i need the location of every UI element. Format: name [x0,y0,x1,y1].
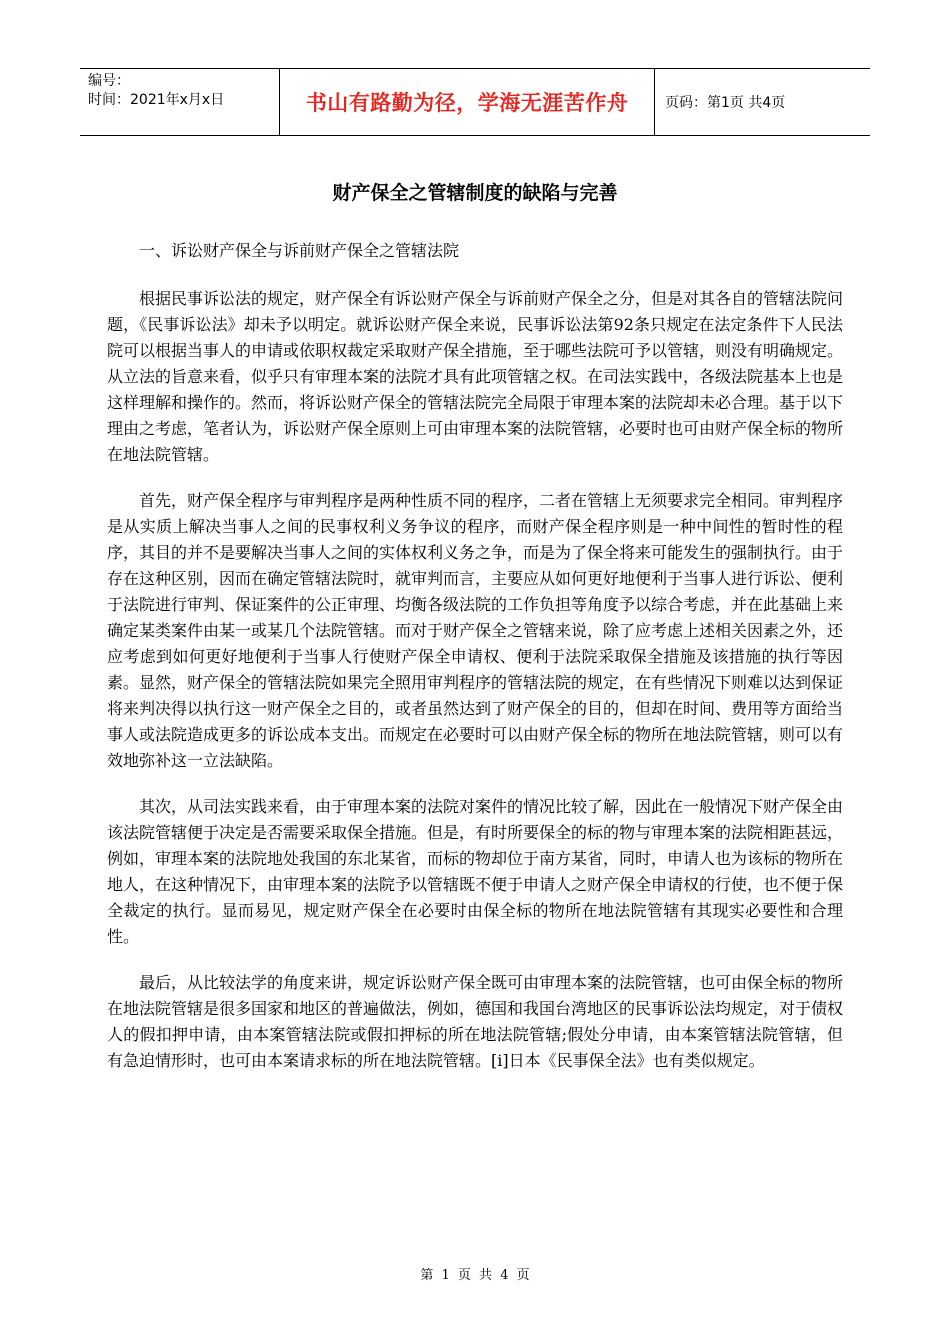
page-header [80,68,870,136]
header-page-cell [655,69,870,135]
header-motto-cell [280,69,655,135]
page-footer: 第 1 页 共 4 页 [420,1268,530,1283]
page-info: 页码：第1页 共4页 [665,95,786,111]
document-title: 财产保全之管辖制度的缺陷与完善 [332,182,618,204]
time-label: 时间：2021年x月x日 [88,92,225,108]
motto-text: 书山有路勤为径，学海无涯苦作舟 [305,91,629,115]
section-heading: 一、诉讼财产保全与诉前财产保全之管辖法院 [139,241,460,260]
document-body [107,238,843,1094]
header-meta [80,69,280,135]
paragraph: 首先，财产保全程序与审判程序是两种性质不同的程序，二者在管辖上无须要求完全相同。审判程序是从实质上解决当事人之间的民事权利义务争议的程序，而财产保全程序则是一种中间性的暂时性的程序，其目的并不是要解决当事人之间的实体权利义务之争，而是为了保全将来可能发生的强制执行。由于存在这种区别，因而在确定管辖法院时，就审判而言，主要应从如何更好地便利于当事人进行诉讼、便利于法院进行审判、保证案件的公正审理、均衡各级法院的工作负担等角度予以综合考虑，并在此基础上来确定某类案件由某一或某几个法院管辖。而对于财产保全之管辖来说，除了应考虑上述相关因素之外，还应考虑到如何更好地便利于当事人行使财产保全申请权、便利于法院采取保全措施及该措施的执行等因素。显然，财产保全的管辖法院如果完全照用审判程序的管辖法院的规定，在有些情况下则难以达到保证将来判决得以执行这一财产保全之目的，或者虽然达到了财产保全的目的，但却在时间、费用等方面给当事人或法院造成更多的诉讼成本支出。而规定在必要时可以由财产保全标的物所在地法院管辖，则可以有效地弥补这一立法缺陷。 [107,491,844,770]
paragraph: 其次，从司法实践来看，由于审理本案的法院对案件的情况比较了解，因此在一般情况下财产保全由该法院管辖便于决定是否需要采取保全措施。但是，有时所要保全的标的物与审理本案的法院相距甚远，例如，审理本案的法院地处我国的东北某省，而标的物却位于南方某省，同时，申请人也为该标的物所在地人，在这种情况下，由审理本案的法院予以管辖既不便于申请人之财产保全申请权的行使，也不便于保全裁定的执行。显而易见，规定财产保全在必要时由保全标的物所在地法院管辖有其现实必要性和合理性。 [107,797,844,946]
paragraph: 根据民事诉讼法的规定，财产保全有诉讼财产保全与诉前财产保全之分，但是对其各自的管辖法院问题，《民事诉讼法》却未予以明定。就诉讼财产保全来说，民事诉讼法第92条只规定在法定条件下人民法院可以根据当事人的申请或依职权裁定采取财产保全措施，至于哪些法院可予以管辖，则没有明确规定。从立法的旨意来看，似乎只有审理本案的法院才具有此项管辖之权。在司法实践中，各级法院基本上也是这样理解和操作的。然而，将诉讼财产保全的管辖法院完全局限于审理本案的法院却未必合理。基于以下理由之考虑，笔者认为，诉讼财产保全原则上可由审理本案的法院管辖，必要时也可由财产保全标的物所在地法院管辖。 [107,289,844,464]
number-label: 编号： [88,73,130,89]
paragraph: 最后，从比较法学的角度来讲，规定诉讼财产保全既可由审理本案的法院管辖，也可由保全标的物所在地法院管辖是很多国家和地区的普遍做法，例如，德国和我国台湾地区的民事诉讼法均规定，对于债权人的假扣押申请，由本案管辖法院或假扣押标的所在地法院管辖;假处分申请，由本案管辖法院管辖，但有急迫情形时，也可由本案请求标的所在地法院管辖。[i]日本《民事保全法》也有类似规定。 [107,973,844,1070]
